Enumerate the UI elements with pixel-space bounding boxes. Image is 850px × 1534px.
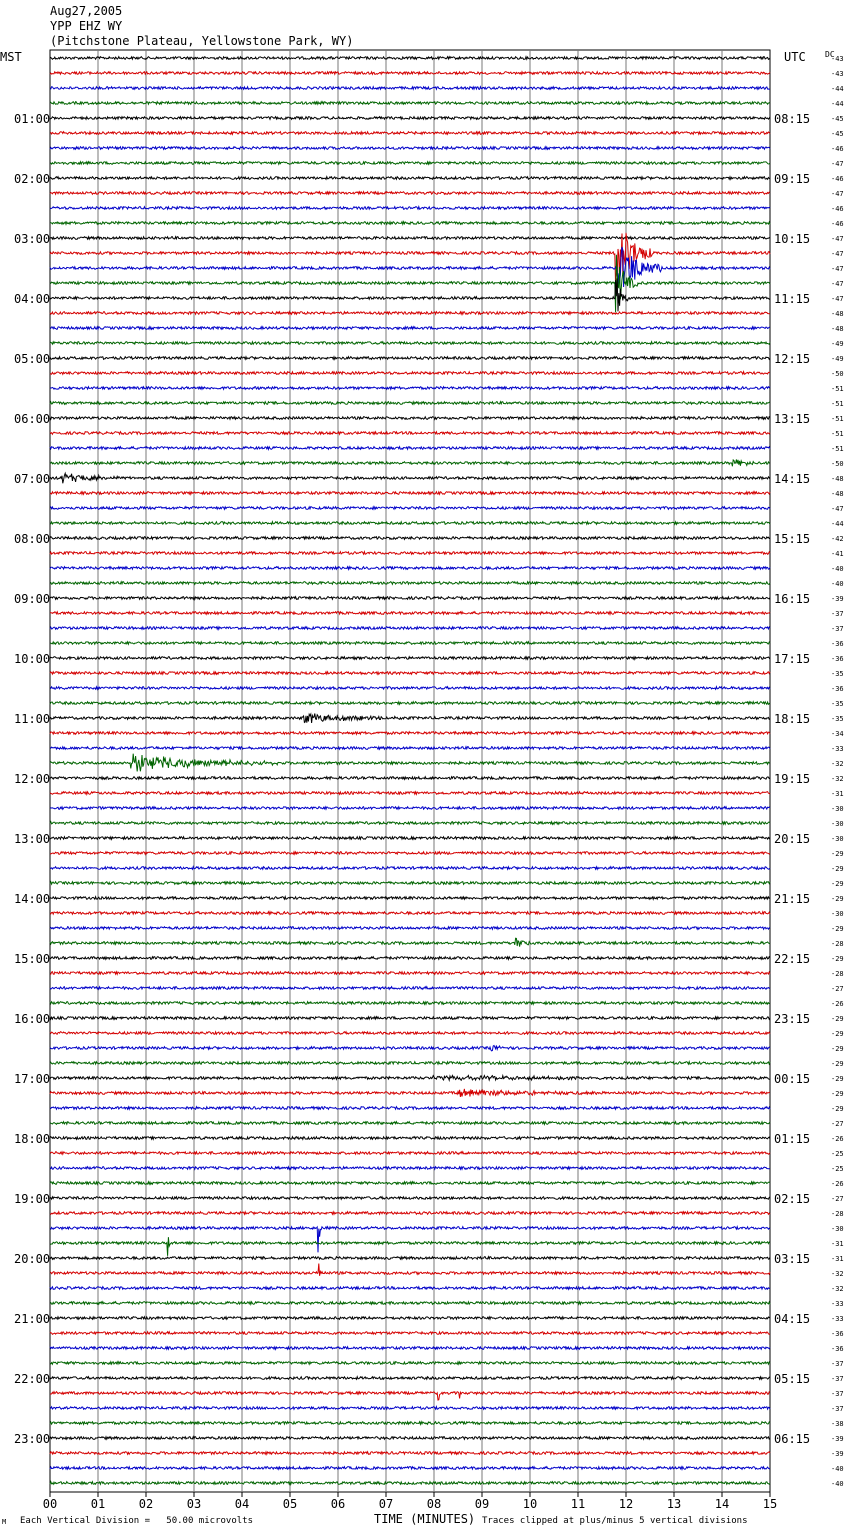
utc-hour-label: 04:15 <box>774 1312 811 1326</box>
trace-row <box>50 492 770 495</box>
trace-row <box>50 177 770 180</box>
trace-row <box>50 1152 770 1155</box>
trace-row <box>50 192 770 195</box>
trace-row <box>50 1046 770 1051</box>
mst-hour-label: 16:00 <box>14 1012 51 1026</box>
dc-offset-label: -36 <box>831 655 844 663</box>
trace-row <box>50 867 770 870</box>
dc-offset-label: -47 <box>831 250 844 258</box>
dc-offset-label: -30 <box>831 1225 844 1233</box>
x-axis-title: TIME (MINUTES) <box>374 1512 476 1526</box>
dc-offset-label: -37 <box>831 1405 844 1413</box>
dc-offset-label: -30 <box>831 805 844 813</box>
mst-hour-label: 11:00 <box>14 712 51 726</box>
dc-offset-label: -44 <box>831 100 844 108</box>
clip-note: Traces clipped at plus/minus 5 vertical divisions <box>482 1516 748 1526</box>
dc-offset-label: -29 <box>831 850 844 858</box>
dc-offset-label: -27 <box>831 1120 844 1128</box>
dc-offset-label: -48 <box>831 325 844 333</box>
trace-row <box>50 207 770 210</box>
trace-row <box>50 1362 770 1365</box>
dc-offset-label: -29 <box>831 1090 844 1098</box>
chart-date: Aug27,2005 <box>50 4 123 18</box>
utc-hour-label: 11:15 <box>774 292 811 306</box>
trace-row <box>50 417 770 420</box>
dc-offset-label: -41 <box>831 550 844 558</box>
utc-hour-label: 20:15 <box>774 832 811 846</box>
trace-row <box>50 1089 770 1097</box>
x-tick-label: 03 <box>186 1497 202 1511</box>
trace-row <box>50 1407 770 1410</box>
dc-offset-label: -49 <box>831 340 844 348</box>
trace-row <box>50 597 770 600</box>
dc-offset-label: -26 <box>831 1000 844 1008</box>
trace-row <box>50 1137 770 1140</box>
dc-offset-label: -45 <box>831 115 844 123</box>
dc-offset-label: -42 <box>831 535 844 543</box>
dc-offset-label: -29 <box>831 1075 844 1083</box>
x-tick-label: 07 <box>378 1497 394 1511</box>
trace-row <box>50 1076 770 1081</box>
mst-hour-label: 03:00 <box>14 232 51 246</box>
dc-offset-label: -39 <box>831 595 844 603</box>
dc-offset-label: -33 <box>831 745 844 753</box>
trace-row <box>50 672 770 675</box>
utc-hour-label: 02:15 <box>774 1192 811 1206</box>
trace-row <box>50 567 770 570</box>
dc-offset-label: -40 <box>831 1480 844 1488</box>
trace-row <box>50 1257 770 1260</box>
dc-offset-label: -40 <box>831 1465 844 1473</box>
dc-offset-label: -29 <box>831 1045 844 1053</box>
trace-row <box>50 537 770 540</box>
trace-row <box>50 237 770 240</box>
trace-row <box>50 327 770 330</box>
dc-offset-label: -25 <box>831 1165 844 1173</box>
trace-row <box>50 1167 770 1170</box>
dc-offset-label: -48 <box>831 475 844 483</box>
dc-offset-label: -26 <box>831 1135 844 1143</box>
utc-hour-label: 19:15 <box>774 772 811 786</box>
trace-row <box>50 1347 770 1350</box>
trace-row <box>50 957 770 960</box>
trace-row <box>50 357 770 360</box>
mst-hour-label: 07:00 <box>14 472 51 486</box>
trace-row <box>50 102 770 105</box>
dc-offset-label: -36 <box>831 1330 844 1338</box>
mst-hour-label: 10:00 <box>14 652 51 666</box>
x-tick-label: 12 <box>618 1497 634 1511</box>
mst-hour-label: 05:00 <box>14 352 51 366</box>
mst-hour-label: 01:00 <box>14 112 51 126</box>
trace-row <box>50 132 770 135</box>
trace-row <box>50 432 770 435</box>
mst-hour-label: 04:00 <box>14 292 51 306</box>
station-code: YPP EHZ WY <box>50 19 123 33</box>
dc-offset-label: -47 <box>831 505 844 513</box>
trace-row <box>50 1197 770 1200</box>
trace-row <box>50 897 770 900</box>
utc-hour-label: 22:15 <box>774 952 811 966</box>
x-tick-label: 02 <box>138 1497 154 1511</box>
trace-row <box>50 1482 770 1485</box>
dc-offset-label: -29 <box>831 1060 844 1068</box>
dc-offset-label: -28 <box>831 1210 844 1218</box>
trace-row <box>50 387 770 390</box>
dc-offset-label: -37 <box>831 1390 844 1398</box>
trace-row <box>50 460 770 467</box>
dc-offset-label: -51 <box>831 445 844 453</box>
mst-hour-label: 13:00 <box>14 832 51 846</box>
dc-offset-label: -29 <box>831 895 844 903</box>
x-tick-label: 05 <box>282 1497 298 1511</box>
dc-offset-label: -46 <box>831 175 844 183</box>
trace-row <box>50 714 770 724</box>
mst-hour-label: 21:00 <box>14 1312 51 1326</box>
dc-offset-label: -28 <box>831 970 844 978</box>
trace-row <box>50 222 770 225</box>
dc-offset-label: -51 <box>831 430 844 438</box>
dc-offset-label: -47 <box>831 280 844 288</box>
trace-row <box>50 1264 770 1276</box>
trace-row <box>50 777 770 780</box>
utc-hour-label: 14:15 <box>774 472 811 486</box>
dc-offset-label: -29 <box>831 955 844 963</box>
trace-row <box>50 1017 770 1020</box>
trace-row <box>50 1062 770 1065</box>
utc-label: UTC <box>784 50 806 64</box>
dc-label: DC <box>825 50 835 59</box>
trace-row <box>50 1437 770 1440</box>
utc-hour-label: 18:15 <box>774 712 811 726</box>
trace-row <box>50 792 770 795</box>
trace-row <box>50 1467 770 1470</box>
trace-row <box>50 972 770 975</box>
mst-hour-label: 08:00 <box>14 532 51 546</box>
trace-row <box>50 912 770 915</box>
dc-offset-label: -29 <box>831 880 844 888</box>
dc-offset-label: -31 <box>831 790 844 798</box>
trace-row <box>50 1237 770 1256</box>
dc-offset-label: -35 <box>831 715 844 723</box>
dc-offset-label: -25 <box>831 1150 844 1158</box>
trace-row <box>50 612 770 615</box>
dc-offset-label: -39 <box>831 1435 844 1443</box>
dc-offset-label: -27 <box>831 985 844 993</box>
mst-hour-label: 12:00 <box>14 772 51 786</box>
trace-row <box>50 747 770 750</box>
trace-row <box>50 402 770 405</box>
dc-offset-label: -51 <box>831 415 844 423</box>
dc-offset-label: -37 <box>831 1375 844 1383</box>
trace-row <box>50 807 770 810</box>
dc-offset-label: -50 <box>831 370 844 378</box>
utc-hour-label: 10:15 <box>774 232 811 246</box>
mst-label: MST <box>0 50 22 64</box>
trace-row <box>50 1227 770 1253</box>
station-location: (Pitchstone Plateau, Yellowstone Park, WY) <box>50 34 354 48</box>
dc-offset-label: -47 <box>831 235 844 243</box>
utc-hour-label: 12:15 <box>774 352 811 366</box>
dc-offset-label: -46 <box>831 145 844 153</box>
utc-hour-label: 09:15 <box>774 172 811 186</box>
trace-row <box>50 1377 770 1380</box>
dc-offset-label: -32 <box>831 1285 844 1293</box>
x-tick-label: 00 <box>42 1497 58 1511</box>
dc-offset-label: -32 <box>831 1270 844 1278</box>
utc-hour-label: 16:15 <box>774 592 811 606</box>
trace-row <box>50 255 770 313</box>
trace-row <box>50 1317 770 1320</box>
dc-offset-label: -47 <box>831 295 844 303</box>
trace-row <box>50 473 770 483</box>
trace-row <box>50 1122 770 1125</box>
dc-offset-label: -29 <box>831 925 844 933</box>
x-tick-label: 13 <box>666 1497 682 1511</box>
dc-offset-label: -31 <box>831 1255 844 1263</box>
dc-offset-label: -43 <box>831 70 844 78</box>
trace-row <box>50 642 770 645</box>
dc-offset-label: -36 <box>831 640 844 648</box>
utc-hour-label: 01:15 <box>774 1132 811 1146</box>
x-tick-label: 06 <box>330 1497 346 1511</box>
trace-row <box>50 117 770 120</box>
dc-offset-label: -31 <box>831 1240 844 1248</box>
trace-row <box>50 147 770 150</box>
dc-offset-label: -48 <box>831 310 844 318</box>
trace-row <box>50 1287 770 1290</box>
utc-hour-label: 23:15 <box>774 1012 811 1026</box>
mst-hour-label: 18:00 <box>14 1132 51 1146</box>
dc-offset-label: -26 <box>831 1180 844 1188</box>
dc-offset-label: -30 <box>831 910 844 918</box>
trace-row <box>50 657 770 660</box>
x-tick-label: 09 <box>474 1497 490 1511</box>
trace-row <box>50 552 770 555</box>
x-tick-label: 08 <box>426 1497 442 1511</box>
trace-row <box>50 927 770 930</box>
trace-row <box>50 507 770 510</box>
dc-offset-label: -35 <box>831 700 844 708</box>
dc-offset-label: -46 <box>831 205 844 213</box>
trace-row <box>50 754 770 772</box>
trace-row <box>50 938 770 946</box>
dc-offset-label: -33 <box>831 1300 844 1308</box>
trace-row <box>50 1107 770 1110</box>
x-tick-label: 10 <box>522 1497 538 1511</box>
dc-offset-label: -30 <box>831 835 844 843</box>
dc-offset-label: -36 <box>831 685 844 693</box>
trace-row <box>50 372 770 375</box>
trace-row <box>50 72 770 75</box>
dc-offset-label: -36 <box>831 1345 844 1353</box>
mst-hour-label: 14:00 <box>14 892 51 906</box>
utc-hour-label: 17:15 <box>774 652 811 666</box>
utc-hour-label: 15:15 <box>774 532 811 546</box>
trace-row <box>50 522 770 525</box>
dc-offset-label: -29 <box>831 1030 844 1038</box>
dc-offset-label: -51 <box>831 385 844 393</box>
trace-row <box>50 1302 770 1305</box>
x-tick-label: 15 <box>762 1497 778 1511</box>
trace-row <box>50 987 770 990</box>
dc-offset-label: -50 <box>831 460 844 468</box>
dc-offset-label: -37 <box>831 625 844 633</box>
dc-offset-label: -47 <box>831 265 844 273</box>
dc-offset-label: -39 <box>831 1450 844 1458</box>
trace-row <box>50 1002 770 1005</box>
trace-row <box>50 1212 770 1215</box>
dc-offset-label: -32 <box>831 775 844 783</box>
dc-offset-label: -34 <box>831 730 844 738</box>
utc-hour-label: 08:15 <box>774 112 811 126</box>
dc-offset-label: -40 <box>831 565 844 573</box>
dc-offset-label: -27 <box>831 1195 844 1203</box>
dc-offset-label: -44 <box>831 85 844 93</box>
dc-offset-label: -40 <box>831 580 844 588</box>
mst-hour-label: 17:00 <box>14 1072 51 1086</box>
dc-offset-label: -49 <box>831 355 844 363</box>
dc-offset-label: -30 <box>831 820 844 828</box>
mst-hour-label: 19:00 <box>14 1192 51 1206</box>
trace-row <box>50 1452 770 1455</box>
trace-row <box>50 882 770 885</box>
trace-row <box>50 687 770 690</box>
trace-row <box>50 627 770 630</box>
trace-row <box>50 233 770 286</box>
trace-row <box>50 57 770 60</box>
utc-hour-label: 06:15 <box>774 1432 811 1446</box>
dc-offset-label: -38 <box>831 1420 844 1428</box>
dc-offset-label: -44 <box>831 520 844 528</box>
mst-hour-label: 23:00 <box>14 1432 51 1446</box>
trace-row <box>50 852 770 855</box>
dc-offset-label: -32 <box>831 760 844 768</box>
dc-offset-label: -33 <box>831 1315 844 1323</box>
trace-row <box>50 702 770 705</box>
mst-hour-label: 15:00 <box>14 952 51 966</box>
dc-offset-label: -29 <box>831 1105 844 1113</box>
trace-row <box>50 1182 770 1185</box>
trace-row <box>50 1032 770 1035</box>
dc-offset-label: -37 <box>831 610 844 618</box>
utc-hour-label: 21:15 <box>774 892 811 906</box>
x-tick-label: 14 <box>714 1497 730 1511</box>
x-tick-label: 01 <box>90 1497 106 1511</box>
utc-hour-label: 00:15 <box>774 1072 811 1086</box>
trace-row <box>50 87 770 90</box>
dc-offset-label: -28 <box>831 940 844 948</box>
scale-note: Each Vertical Division = 50.00 microvolts <box>20 1516 253 1526</box>
dc-offset-label: -37 <box>831 1360 844 1368</box>
mst-hour-label: 02:00 <box>14 172 51 186</box>
mst-hour-label: 06:00 <box>14 412 51 426</box>
dc-offset-label: -47 <box>831 190 844 198</box>
trace-row <box>50 447 770 450</box>
mst-hour-label: 20:00 <box>14 1252 51 1266</box>
trace-row <box>50 162 770 165</box>
dc-offset-label: -48 <box>831 490 844 498</box>
trace-row <box>50 582 770 585</box>
x-tick-label: 04 <box>234 1497 250 1511</box>
utc-hour-label: 03:15 <box>774 1252 811 1266</box>
utc-hour-label: 05:15 <box>774 1372 811 1386</box>
utc-hour-label: 13:15 <box>774 412 811 426</box>
trace-row <box>50 342 770 345</box>
trace-row <box>50 1422 770 1425</box>
trace-row <box>50 1332 770 1335</box>
dc-offset-label: -29 <box>831 1015 844 1023</box>
dc-offset-label: -29 <box>831 865 844 873</box>
dc-offset-label: -51 <box>831 400 844 408</box>
trace-row <box>50 822 770 825</box>
trace-row <box>50 312 770 315</box>
trace-row <box>50 732 770 735</box>
dc-offset-label: -46 <box>831 220 844 228</box>
dc-offset-label: -45 <box>831 130 844 138</box>
dc-offset-label: -35 <box>831 670 844 678</box>
dc-offset-label: -47 <box>831 160 844 168</box>
trace-row <box>50 1392 770 1400</box>
corner-mark: M <box>2 1518 7 1526</box>
x-tick-label: 11 <box>570 1497 586 1511</box>
mst-hour-label: 09:00 <box>14 592 51 606</box>
mst-hour-label: 22:00 <box>14 1372 51 1386</box>
dc-offset-label: -43 <box>831 55 844 63</box>
trace-row <box>50 837 770 840</box>
